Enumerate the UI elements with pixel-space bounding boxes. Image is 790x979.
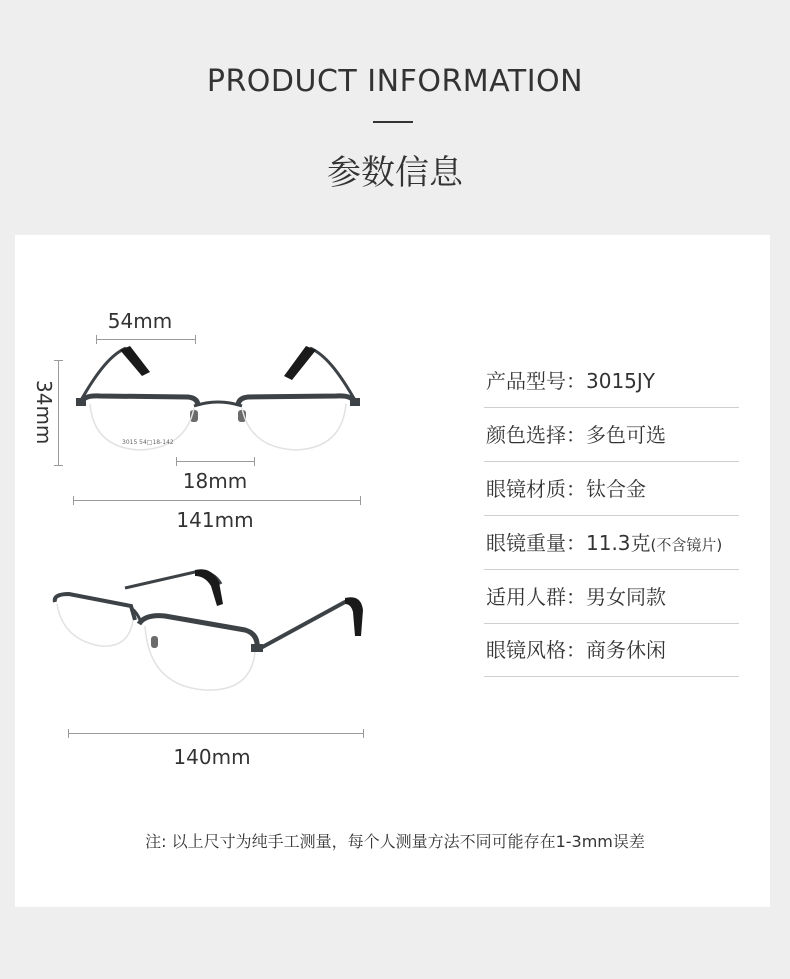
title-divider — [373, 121, 413, 123]
spec-value: 11.3克 — [586, 531, 651, 555]
frame-width-line — [73, 500, 361, 501]
spec-label: 眼镜材质 — [486, 477, 566, 501]
lens-height-tick-bottom — [54, 465, 63, 466]
lens-height-label: 34mm — [32, 380, 56, 445]
spec-row-material: 眼镜材质：钛合金 — [484, 461, 739, 516]
measurement-footnote: 注: 以上尺寸为纯手工测量，每个人测量方法不同可能存在1-3mm误差 — [145, 832, 645, 851]
frame-imprint-text: 3015 54□18-142 — [122, 439, 174, 446]
spec-row-weight: 眼镜重量：11.3克(不含镜片) — [484, 515, 739, 570]
spec-row-color: 颜色选择：多色可选 — [484, 407, 739, 462]
bridge-width-line — [176, 461, 255, 462]
spec-label: 产品型号 — [486, 369, 566, 393]
spec-value: 商务休闲 — [586, 638, 666, 662]
spec-row-style: 眼镜风格：商务休闲 — [484, 622, 739, 677]
spec-row-model: 产品型号：3015JY — [484, 353, 739, 408]
spec-label: 眼镜重量 — [486, 531, 566, 555]
spec-note: (不含镜片) — [650, 536, 723, 554]
glasses-angled-view — [45, 560, 375, 710]
page-title-chinese: 参数信息 — [327, 153, 463, 193]
lens-width-label: 54mm — [107, 309, 173, 333]
temple-length-tick-right — [363, 729, 364, 738]
temple-length-tick-left — [68, 729, 69, 738]
spec-label: 眼镜风格 — [486, 638, 566, 662]
spec-value: 3015JY — [586, 369, 656, 393]
spec-row-audience: 适用人群：男女同款 — [484, 569, 739, 624]
spec-value: 男女同款 — [586, 585, 666, 609]
page-title-english: PRODUCT INFORMATION — [206, 64, 584, 99]
temple-length-line — [68, 733, 364, 734]
frame-width-tick-right — [360, 496, 361, 505]
frame-width-label: 141mm — [176, 508, 254, 532]
temple-length-label: 140mm — [173, 745, 251, 769]
spec-label: 适用人群 — [486, 585, 566, 609]
spec-value: 钛合金 — [586, 477, 646, 501]
spec-value: 多色可选 — [586, 423, 666, 447]
glasses-front-view — [70, 340, 370, 460]
frame-width-tick-left — [73, 496, 74, 505]
lens-height-tick-top — [54, 360, 63, 361]
spec-label: 颜色选择 — [486, 423, 566, 447]
lens-height-line — [58, 360, 59, 466]
bridge-width-label: 18mm — [182, 469, 248, 493]
